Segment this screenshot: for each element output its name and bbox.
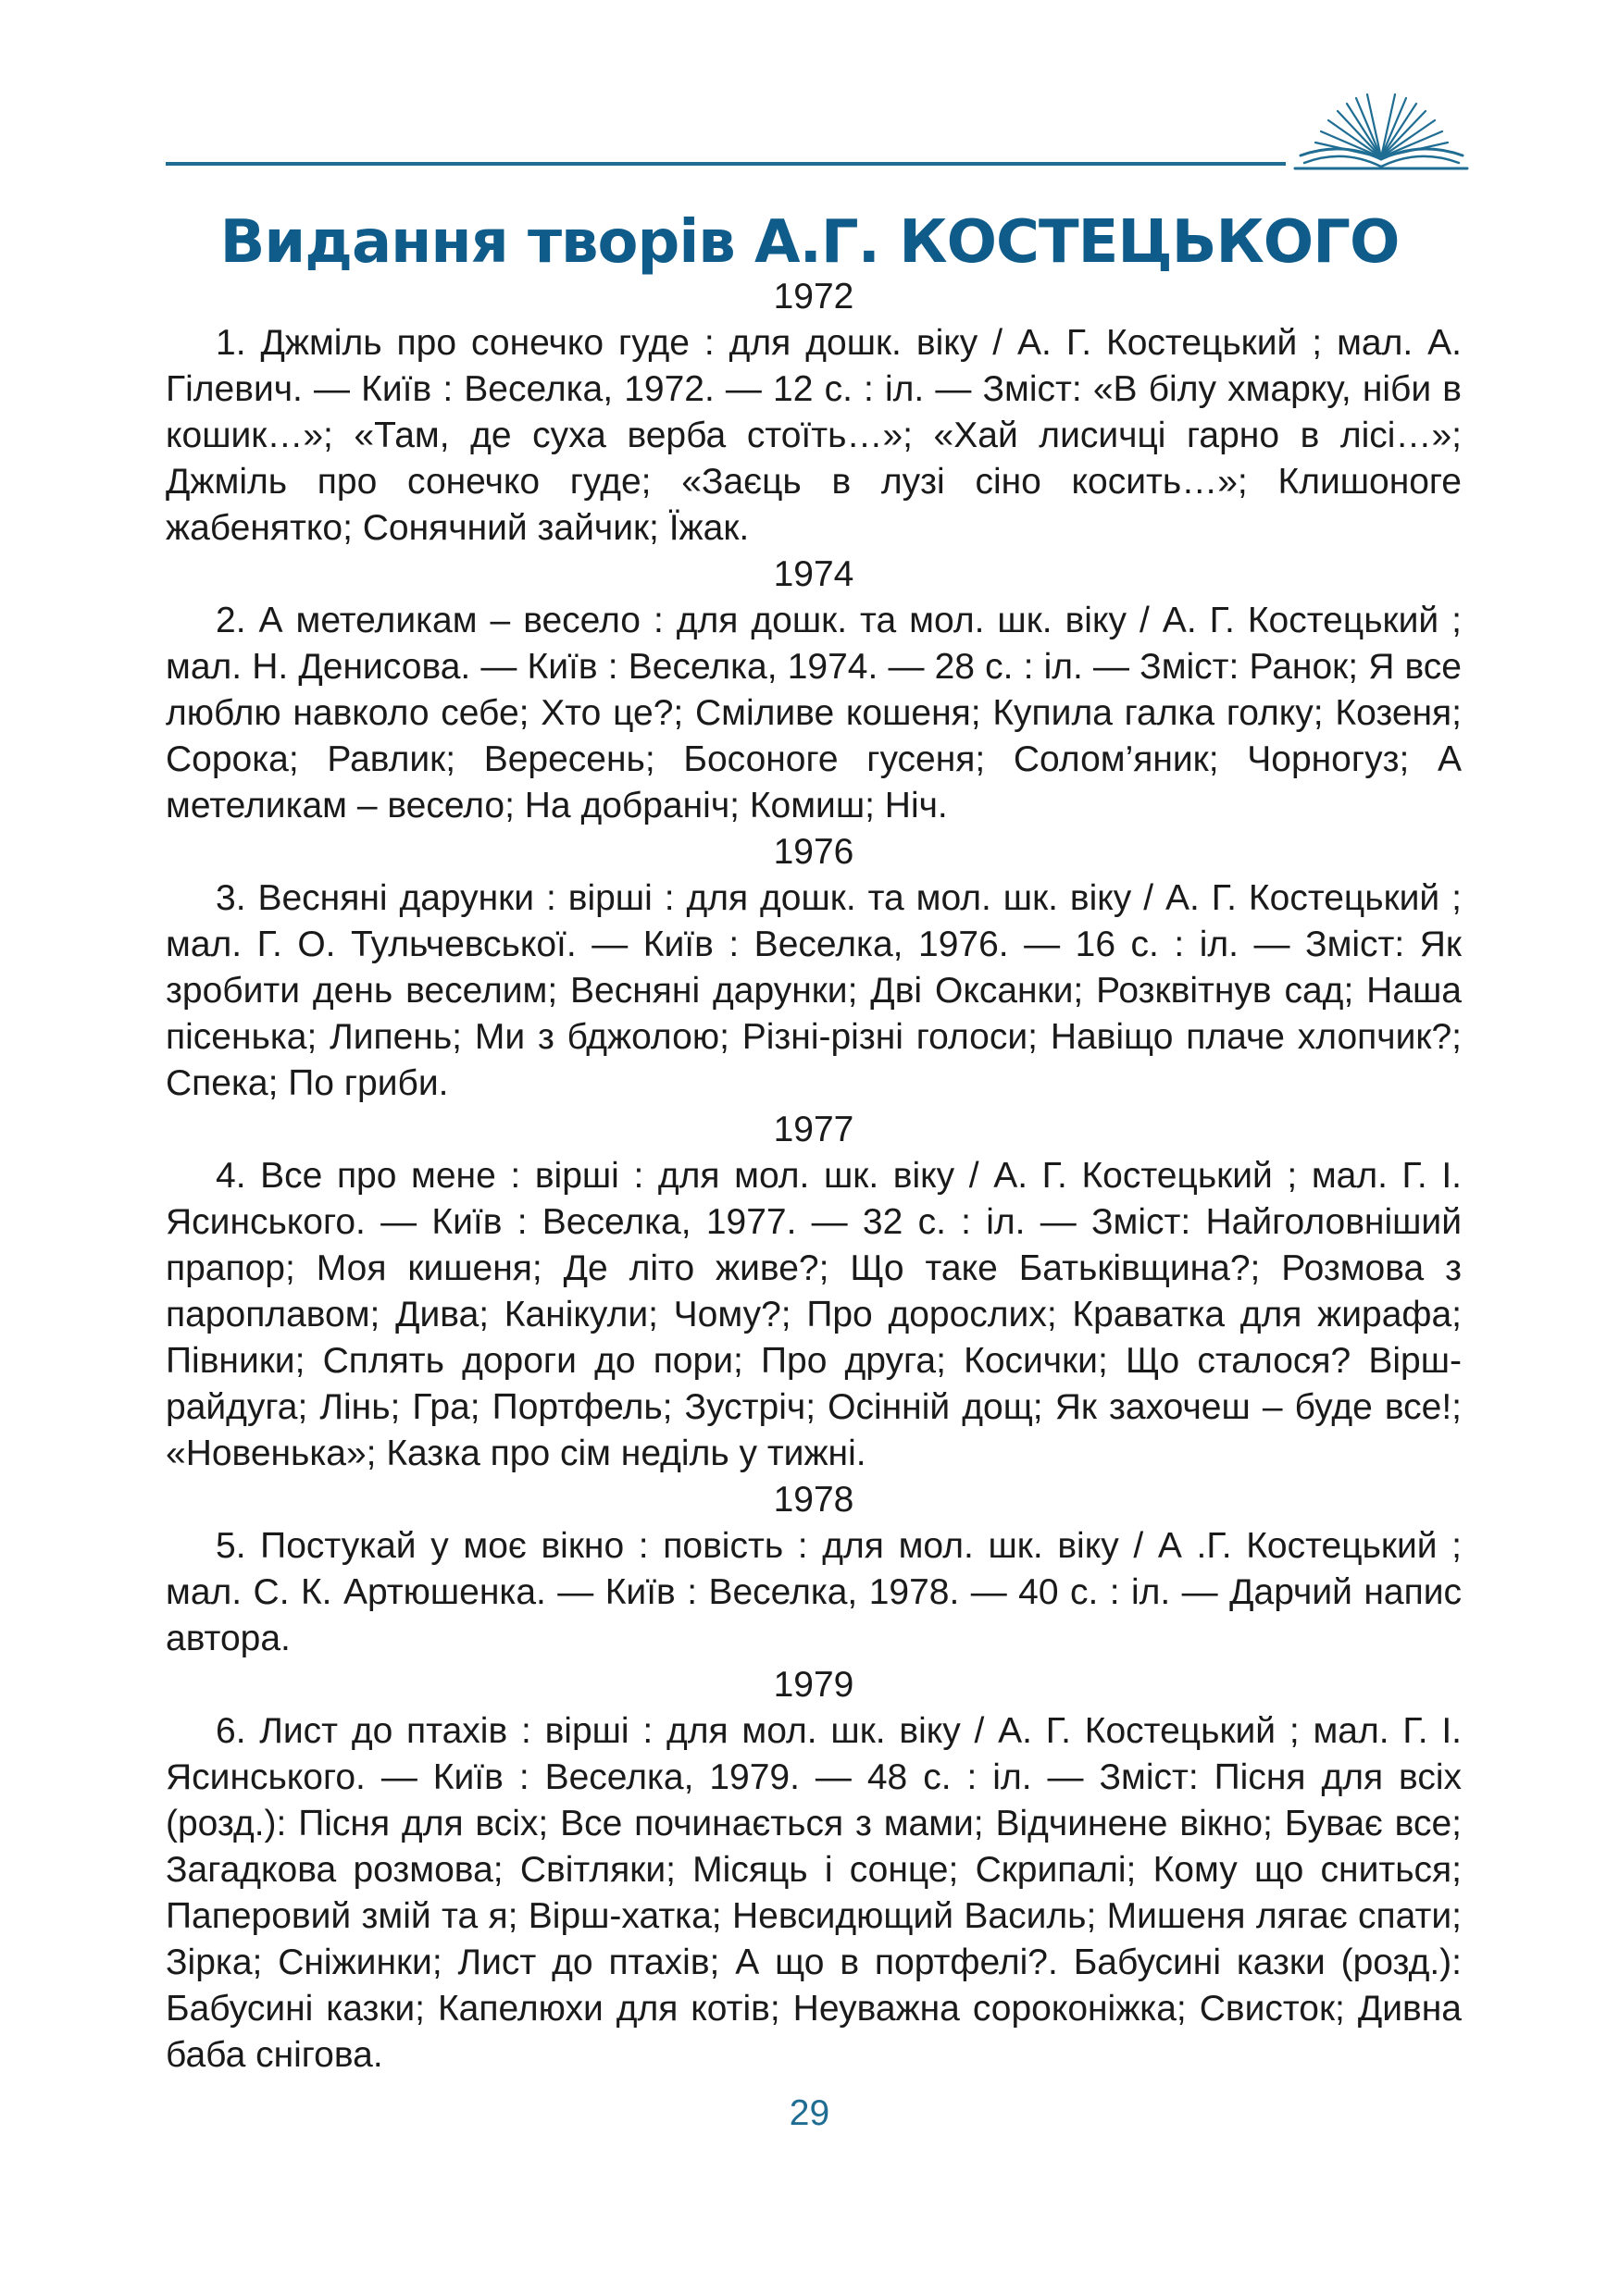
year-heading: 1974 bbox=[773, 554, 854, 594]
year-section bbox=[166, 274, 1462, 552]
year-heading: 1977 bbox=[773, 1110, 854, 1149]
page-number: 29 bbox=[789, 2093, 830, 2133]
year-section bbox=[166, 1107, 1462, 1477]
bibliography-entry: 4. Все про мене : вірші : для мол. шк. віку / А. Г. Костецький ; мал. Г. І. Ясинського. — Київ : Веселка, 1977. — 32 с. : іл. — Зміст: Найголовніший прапор; Моя кишеня; Де літо живе?; Що таке Батьківщина?; Розмова з пароплавом; Дива; Канікули; Чому?; Про дорослих; Краватка для жирафа; Півники; Сплять дороги до пори; Про друга; Косички; Що сталося? Вірш-райдуга; Лінь; Гра; Портфель; Зустріч; Осінній дощ; Як захочеш – буде все!; «Новенька»; Казка про сім неділь у тижні. bbox=[166, 1156, 1462, 1473]
year-heading: 1972 bbox=[773, 277, 854, 316]
year-section bbox=[166, 1662, 1462, 2079]
bibliography-entry: 2. А метеликам – весело : для дошк. та мол. шк. віку / А. Г. Костецький ; мал. Н. Денисова. — Київ : Веселка, 1974. — 28 с. : іл. — Зміст: Ранок; Я все люблю навколо себе; Хто це?; Сміливе кошеня; Купила галка голку; Козеня; Сорока; Равлик; Вересень; Босоноге гусеня; Солом’яник; Чорногуз; А метеликам – весело; На добраніч; Комиш; Ніч. bbox=[166, 601, 1462, 825]
year-heading: 1979 bbox=[773, 1665, 854, 1705]
page-title: Видання творів А.Г. КОСТЕЦЬКОГО bbox=[219, 208, 1400, 277]
year-heading: 1976 bbox=[773, 832, 854, 872]
bibliography-entry: 6. Лист до птахів : вірші : для мол. шк. віку / А. Г. Костецький ; мал. Г. І. Ясинського. — Київ : Веселка, 1979. — 48 с. : іл. — Зміст: Пісня для всіх (розд.): Пісня для всіх; Все починається з мами; Відчинене вікно; Буває все; Загадкова розмова; Світляки; Місяць і сонце; Скрипалі; Кому що сниться; Паперовий змій та я; Вірш-хатка; Невсидющий Василь; Мишеня лягає спати; Зірка; Сніжинки; Лист до птахів; А що в портфелі?. Бабусині казки (розд.): Бабусині казки; Капелюхи для котів; Неуважна сороконіжка; Свисток; Дивна баба снігова. bbox=[166, 1711, 1462, 2075]
header-rule bbox=[166, 162, 1286, 166]
year-section bbox=[166, 1477, 1462, 1662]
open-book-icon bbox=[1291, 83, 1472, 176]
year-heading: 1978 bbox=[773, 1480, 854, 1520]
year-section bbox=[166, 829, 1462, 1107]
bibliography-entry: 1. Джміль про сонечко гуде : для дошк. віку / А. Г. Костецький ; мал. А. Гілевич. — Київ : Веселка, 1972. — 12 с. : іл. — Зміст: «В білу хмарку, ніби в кошик…»; «Там, де суха верба стоїть…»; «Хай лисичці гарно в лісі…»; Джміль про сонечко гуде; «Заєць в лузі сіно косить…»; Клишоноге жабенятко; Сонячний зайчик; Їжак. bbox=[166, 323, 1462, 548]
bibliography-entry: 5. Постукай у моє вікно : повість : для мол. шк. віку / А .Г. Костецький ; мал. С. К. Артюшенка. — Київ : Веселка, 1978. — 40 с. : іл. — Дарчий напис автора. bbox=[166, 1526, 1462, 1658]
bibliography-list bbox=[166, 274, 1462, 2079]
bibliography-entry: 3. Весняні дарунки : вірші : для дошк. та мол. шк. віку / А. Г. Костецький ; мал. Г. О. Тульчевської. — Київ : Веселка, 1976. — 16 с. : іл. — Зміст: Як зробити день веселим; Весняні дарунки; Дві Оксанки; Розквітнув сад; Наша пісенька; Липень; Ми з бджолою; Різні-різні голоси; Навіщо плаче хлопчик?; Спека; По гриби. bbox=[166, 878, 1462, 1103]
year-section bbox=[166, 552, 1462, 829]
